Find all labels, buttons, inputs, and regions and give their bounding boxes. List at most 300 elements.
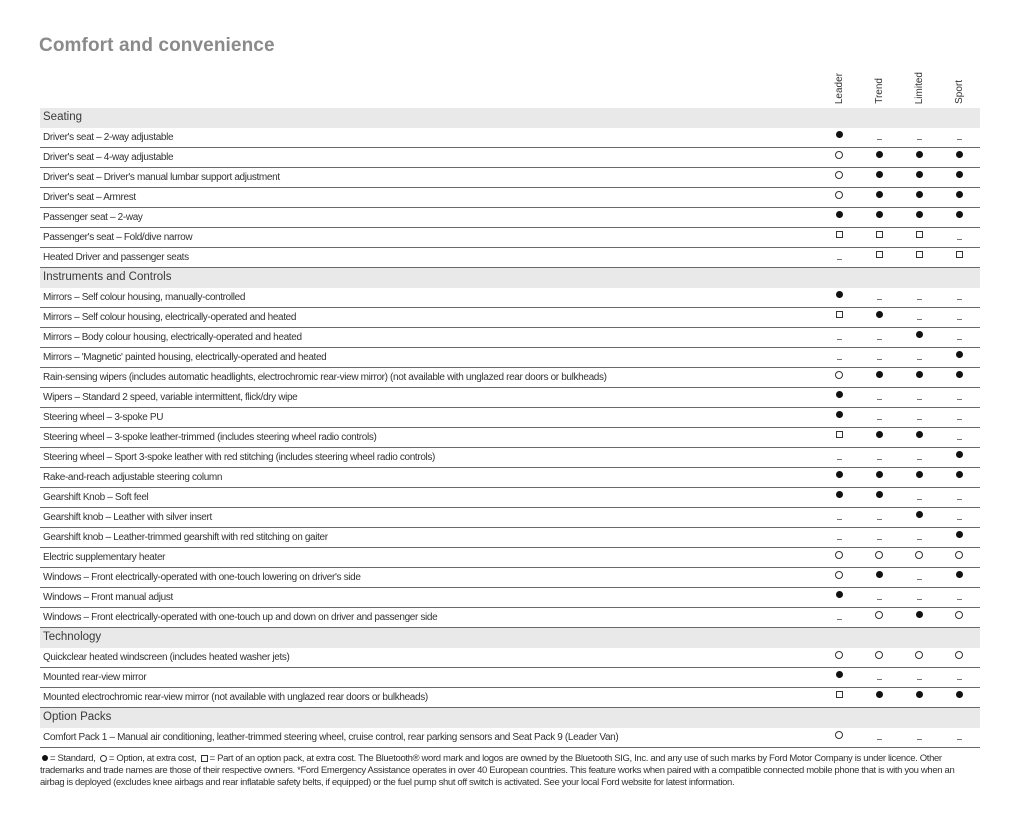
standard-dot-icon	[956, 191, 963, 198]
not-available-dash-icon	[917, 739, 922, 740]
standard-dot-icon	[956, 151, 963, 158]
not-available-dash-icon	[917, 139, 922, 140]
availability-cell	[859, 368, 899, 387]
not-available-dash-icon	[877, 139, 882, 140]
option-circle-icon	[875, 651, 883, 659]
availability-cell	[859, 668, 899, 687]
option-circle-icon	[955, 651, 963, 659]
availability-cell	[899, 168, 939, 187]
availability-cell	[899, 308, 939, 327]
row-label: Mirrors – 'Magnetic' painted housing, electrically-operated and heated	[43, 352, 327, 363]
row-label: Passenger's seat – Fold/dive narrow	[43, 232, 193, 243]
legend-pack: = Part of an option pack, at extra cost.	[209, 753, 356, 764]
availability-cell	[899, 468, 939, 487]
pack-square-icon	[876, 251, 883, 258]
table-row	[40, 168, 980, 188]
standard-dot-icon	[836, 291, 843, 298]
option-circle-icon	[875, 551, 883, 559]
availability-cell	[899, 688, 939, 707]
row-label: Windows – Front electrically-operated with one-touch lowering on driver's side	[43, 572, 361, 583]
availability-cell	[819, 728, 859, 747]
row-label: Gearshift knob – Leather with silver insert	[43, 512, 212, 523]
availability-cell	[899, 588, 939, 607]
standard-dot-icon	[956, 691, 963, 698]
availability-cell	[939, 168, 979, 187]
row-label: Wipers – Standard 2 speed, variable intermittent, flick/dry wipe	[43, 392, 298, 403]
availability-cell	[859, 568, 899, 587]
availability-cell	[819, 528, 859, 547]
table-row	[40, 128, 980, 148]
availability-cell	[939, 188, 979, 207]
not-available-dash-icon	[957, 679, 962, 680]
table-row	[40, 348, 980, 368]
availability-cell	[859, 388, 899, 407]
availability-cell	[899, 328, 939, 347]
not-available-dash-icon	[877, 399, 882, 400]
availability-cell	[859, 188, 899, 207]
standard-dot-icon	[916, 611, 923, 618]
column-header-trend: Trend	[873, 78, 885, 104]
availability-cell	[939, 328, 979, 347]
table-row	[40, 228, 980, 248]
table-row	[40, 428, 980, 448]
standard-dot-icon	[916, 431, 923, 438]
section-header	[40, 108, 980, 128]
standard-dot-icon	[916, 211, 923, 218]
row-label: Windows – Front manual adjust	[43, 592, 173, 603]
table-row	[40, 568, 980, 588]
table-row	[40, 448, 980, 468]
section-header	[40, 268, 980, 288]
availability-cell	[939, 148, 979, 167]
option-circle-icon	[835, 551, 843, 559]
availability-cell	[939, 388, 979, 407]
availability-cell	[899, 368, 939, 387]
availability-cell	[939, 448, 979, 467]
availability-cell	[859, 508, 899, 527]
availability-cell	[819, 668, 859, 687]
availability-cell	[819, 588, 859, 607]
availability-cell	[859, 688, 899, 707]
availability-cell	[899, 208, 939, 227]
availability-cell	[819, 448, 859, 467]
availability-cell	[899, 188, 939, 207]
availability-cell	[899, 508, 939, 527]
availability-cell	[939, 308, 979, 327]
availability-cell	[859, 308, 899, 327]
availability-cell	[939, 528, 979, 547]
availability-cell	[819, 208, 859, 227]
table-row	[40, 668, 980, 688]
not-available-dash-icon	[957, 299, 962, 300]
table-row	[40, 588, 980, 608]
row-label: Windows – Front electrically-operated with one-touch up and down on driver and passenger side	[43, 612, 438, 623]
page-title: Comfort and convenience	[39, 35, 275, 56]
availability-cell	[899, 528, 939, 547]
availability-cell	[819, 308, 859, 327]
option-circle-icon	[835, 151, 843, 159]
availability-cell	[859, 408, 899, 427]
availability-cell	[939, 428, 979, 447]
availability-cell	[939, 288, 979, 307]
not-available-dash-icon	[917, 599, 922, 600]
table-row	[40, 328, 980, 348]
section-header	[40, 708, 980, 728]
availability-cell	[939, 408, 979, 427]
availability-cell	[819, 568, 859, 587]
availability-cell	[939, 568, 979, 587]
table-row	[40, 488, 980, 508]
availability-cell	[859, 728, 899, 747]
not-available-dash-icon	[877, 419, 882, 420]
not-available-dash-icon	[917, 459, 922, 460]
standard-dot-icon	[876, 431, 883, 438]
legend-option: = Option, at extra cost,	[108, 753, 197, 764]
standard-dot-icon	[916, 191, 923, 198]
row-label: Comfort Pack 1 – Manual air conditioning, leather-trimmed steering wheel, cruise control, rear parking sensors and Seat Pack 9 (Leader Van)	[43, 732, 619, 743]
standard-dot-icon	[876, 691, 883, 698]
not-available-dash-icon	[877, 539, 882, 540]
table-row	[40, 728, 980, 748]
table-row	[40, 548, 980, 568]
availability-cell	[859, 168, 899, 187]
availability-cell	[939, 548, 979, 567]
table-row	[40, 468, 980, 488]
pack-square-icon	[956, 251, 963, 258]
not-available-dash-icon	[917, 579, 922, 580]
not-available-dash-icon	[957, 739, 962, 740]
standard-dot-icon	[956, 451, 963, 458]
availability-cell	[819, 148, 859, 167]
section-title: Seating	[43, 111, 83, 123]
availability-cell	[939, 228, 979, 247]
standard-dot-icon	[956, 371, 963, 378]
availability-cell	[939, 248, 979, 267]
section-title: Option Packs	[43, 711, 112, 723]
availability-cell	[859, 588, 899, 607]
row-label: Mirrors – Body colour housing, electrically-operated and heated	[43, 332, 302, 343]
not-available-dash-icon	[917, 419, 922, 420]
row-label: Mirrors – Self colour housing, electrically-operated and heated	[43, 312, 297, 323]
availability-cell	[819, 468, 859, 487]
row-label: Gearshift knob – Leather-trimmed gearshift with red stitching on gaiter	[43, 532, 328, 543]
standard-dot-icon	[836, 211, 843, 218]
row-label: Steering wheel – 3-spoke leather-trimmed (includes steering wheel radio controls)	[43, 432, 377, 443]
not-available-dash-icon	[837, 519, 842, 520]
availability-cell	[899, 548, 939, 567]
availability-cell	[819, 368, 859, 387]
standard-dot-icon	[876, 471, 883, 478]
availability-cell	[899, 648, 939, 667]
not-available-dash-icon	[837, 539, 842, 540]
table-row	[40, 248, 980, 268]
availability-cell	[899, 388, 939, 407]
pack-square-icon	[916, 251, 923, 258]
table-row	[40, 148, 980, 168]
availability-cell	[899, 448, 939, 467]
availability-cell	[859, 128, 899, 147]
availability-cell	[899, 488, 939, 507]
row-label: Driver's seat – 4-way adjustable	[43, 152, 174, 163]
not-available-dash-icon	[957, 499, 962, 500]
availability-cell	[939, 488, 979, 507]
option-circle-icon	[875, 611, 883, 619]
standard-dot-icon	[876, 171, 883, 178]
availability-cell	[819, 188, 859, 207]
column-header-sport: Sport	[953, 80, 965, 104]
row-label: Driver's seat – Driver's manual lumbar support adjustment	[43, 172, 280, 183]
row-label: Quickclear heated windscreen (includes heated washer jets)	[43, 652, 290, 663]
availability-cell	[819, 648, 859, 667]
availability-cell	[819, 408, 859, 427]
not-available-dash-icon	[837, 339, 842, 340]
column-headers	[0, 70, 1020, 106]
availability-cell	[939, 608, 979, 627]
pack-square-icon	[836, 311, 843, 318]
availability-cell	[819, 168, 859, 187]
availability-cell	[939, 208, 979, 227]
standard-dot-icon	[42, 755, 48, 761]
availability-cell	[819, 248, 859, 267]
row-label: Gearshift Knob – Soft feel	[43, 492, 149, 503]
not-available-dash-icon	[917, 679, 922, 680]
availability-cell	[939, 688, 979, 707]
row-label: Rain-sensing wipers (includes automatic headlights, electrochromic rear-view mirror) (not available with unglazed rear doors or bulkheads)	[43, 372, 607, 383]
table-row	[40, 208, 980, 228]
not-available-dash-icon	[957, 239, 962, 240]
availability-cell	[899, 568, 939, 587]
row-label: Rake-and-reach adjustable steering column	[43, 472, 223, 483]
table-row	[40, 528, 980, 548]
standard-dot-icon	[956, 571, 963, 578]
row-label: Electric supplementary heater	[43, 552, 166, 563]
availability-cell	[899, 248, 939, 267]
row-label: Driver's seat – Armrest	[43, 192, 136, 203]
standard-dot-icon	[876, 151, 883, 158]
option-circle-icon	[835, 171, 843, 179]
section-title: Instruments and Controls	[43, 271, 172, 283]
not-available-dash-icon	[877, 739, 882, 740]
option-circle-icon	[955, 611, 963, 619]
standard-dot-icon	[876, 371, 883, 378]
standard-dot-icon	[876, 211, 883, 218]
availability-cell	[899, 348, 939, 367]
availability-cell	[859, 428, 899, 447]
availability-cell	[819, 488, 859, 507]
standard-dot-icon	[836, 411, 843, 418]
not-available-dash-icon	[837, 459, 842, 460]
section-title: Technology	[43, 631, 102, 643]
not-available-dash-icon	[957, 339, 962, 340]
availability-cell	[859, 248, 899, 267]
pack-square-icon	[836, 231, 843, 238]
availability-cell	[939, 648, 979, 667]
legend-footnote	[40, 753, 980, 789]
not-available-dash-icon	[877, 599, 882, 600]
standard-dot-icon	[876, 571, 883, 578]
table-row	[40, 388, 980, 408]
availability-cell	[899, 228, 939, 247]
availability-cell	[939, 588, 979, 607]
availability-cell	[819, 428, 859, 447]
availability-cell	[899, 728, 939, 747]
standard-dot-icon	[836, 391, 843, 398]
option-circle-icon	[835, 371, 843, 379]
availability-cell	[939, 128, 979, 147]
not-available-dash-icon	[957, 519, 962, 520]
availability-cell	[939, 468, 979, 487]
standard-dot-icon	[956, 351, 963, 358]
standard-dot-icon	[836, 471, 843, 478]
row-label: Passenger seat – 2-way	[43, 212, 143, 223]
table-row	[40, 188, 980, 208]
availability-cell	[939, 668, 979, 687]
availability-cell	[859, 288, 899, 307]
not-available-dash-icon	[877, 359, 882, 360]
column-header-limited: Limited	[913, 71, 925, 104]
standard-dot-icon	[836, 491, 843, 498]
not-available-dash-icon	[917, 499, 922, 500]
table-row	[40, 688, 980, 708]
availability-cell	[819, 348, 859, 367]
standard-dot-icon	[916, 471, 923, 478]
standard-dot-icon	[876, 491, 883, 498]
table-row	[40, 608, 980, 628]
not-available-dash-icon	[837, 259, 842, 260]
availability-cell	[939, 368, 979, 387]
row-label: Steering wheel – 3-spoke PU	[43, 412, 164, 423]
table-row	[40, 508, 980, 528]
not-available-dash-icon	[877, 459, 882, 460]
row-label: Steering wheel – Sport 3-spoke leather with red stitching (includes steering wheel radio controls)	[43, 452, 436, 463]
option-circle-icon	[835, 731, 843, 739]
availability-cell	[859, 448, 899, 467]
section-header	[40, 628, 980, 648]
availability-cell	[819, 328, 859, 347]
standard-dot-icon	[836, 131, 843, 138]
availability-cell	[819, 608, 859, 627]
standard-dot-icon	[956, 531, 963, 538]
availability-cell	[899, 288, 939, 307]
availability-cell	[819, 128, 859, 147]
pack-square-icon	[201, 755, 208, 762]
table-row	[40, 648, 980, 668]
not-available-dash-icon	[917, 539, 922, 540]
pack-square-icon	[836, 431, 843, 438]
availability-cell	[899, 668, 939, 687]
legend-notes: The Bluetooth® word mark and logos are owned by the Bluetooth SIG, Inc. and any use of such marks by Ford Motor Company is under licence. Other trademarks and trade names are those of their respective owners. *Ford Emergency Assistance operates in over 40 European countries. This feature works when paired with a compatible connected mobile phone that is with you when an airbag is deployed (excludes knee airbags and rear inflatable safety belts, if equipped) or the fuel pump shut off switch is activated. See your local Ford website for latest information.	[40, 753, 955, 788]
option-circle-icon	[915, 551, 923, 559]
not-available-dash-icon	[877, 679, 882, 680]
not-available-dash-icon	[957, 139, 962, 140]
not-available-dash-icon	[957, 319, 962, 320]
table-row	[40, 408, 980, 428]
not-available-dash-icon	[877, 339, 882, 340]
not-available-dash-icon	[917, 299, 922, 300]
availability-cell	[819, 288, 859, 307]
availability-cell	[899, 128, 939, 147]
availability-cell	[819, 548, 859, 567]
standard-dot-icon	[956, 471, 963, 478]
option-circle-icon	[100, 755, 107, 762]
row-label: Mounted rear-view mirror	[43, 672, 147, 683]
specification-table	[40, 108, 980, 748]
row-label: Heated Driver and passenger seats	[43, 252, 189, 263]
availability-cell	[899, 148, 939, 167]
not-available-dash-icon	[957, 599, 962, 600]
standard-dot-icon	[876, 191, 883, 198]
standard-dot-icon	[916, 151, 923, 158]
standard-dot-icon	[956, 171, 963, 178]
option-circle-icon	[835, 571, 843, 579]
row-label: Driver's seat – 2-way adjustable	[43, 132, 174, 143]
pack-square-icon	[836, 691, 843, 698]
not-available-dash-icon	[837, 359, 842, 360]
availability-cell	[819, 688, 859, 707]
table-row	[40, 288, 980, 308]
standard-dot-icon	[836, 591, 843, 598]
standard-dot-icon	[916, 331, 923, 338]
availability-cell	[939, 728, 979, 747]
standard-dot-icon	[836, 671, 843, 678]
availability-cell	[859, 648, 899, 667]
availability-cell	[899, 408, 939, 427]
pack-square-icon	[916, 231, 923, 238]
availability-cell	[899, 608, 939, 627]
standard-dot-icon	[916, 371, 923, 378]
table-row	[40, 368, 980, 388]
standard-dot-icon	[916, 511, 923, 518]
not-available-dash-icon	[837, 619, 842, 620]
availability-cell	[939, 508, 979, 527]
column-header-leader: Leader	[833, 72, 845, 104]
availability-cell	[859, 608, 899, 627]
standard-dot-icon	[916, 691, 923, 698]
not-available-dash-icon	[957, 419, 962, 420]
not-available-dash-icon	[917, 399, 922, 400]
option-circle-icon	[835, 191, 843, 199]
availability-cell	[859, 208, 899, 227]
availability-cell	[859, 348, 899, 367]
table-row	[40, 308, 980, 328]
option-circle-icon	[955, 551, 963, 559]
not-available-dash-icon	[957, 439, 962, 440]
availability-cell	[819, 508, 859, 527]
pack-square-icon	[876, 231, 883, 238]
row-label: Mounted electrochromic rear-view mirror (not available with unglazed rear doors or bulkheads)	[43, 692, 428, 703]
standard-dot-icon	[956, 211, 963, 218]
row-label: Mirrors – Self colour housing, manually-controlled	[43, 292, 246, 303]
availability-cell	[939, 348, 979, 367]
availability-cell	[819, 228, 859, 247]
availability-cell	[859, 228, 899, 247]
availability-cell	[859, 148, 899, 167]
not-available-dash-icon	[877, 299, 882, 300]
legend-standard: = Standard,	[50, 753, 96, 764]
option-circle-icon	[915, 651, 923, 659]
availability-cell	[899, 428, 939, 447]
not-available-dash-icon	[877, 519, 882, 520]
not-available-dash-icon	[957, 399, 962, 400]
availability-cell	[819, 388, 859, 407]
standard-dot-icon	[916, 171, 923, 178]
availability-cell	[859, 468, 899, 487]
not-available-dash-icon	[917, 319, 922, 320]
availability-cell	[859, 488, 899, 507]
availability-cell	[859, 328, 899, 347]
availability-cell	[859, 528, 899, 547]
availability-cell	[859, 548, 899, 567]
